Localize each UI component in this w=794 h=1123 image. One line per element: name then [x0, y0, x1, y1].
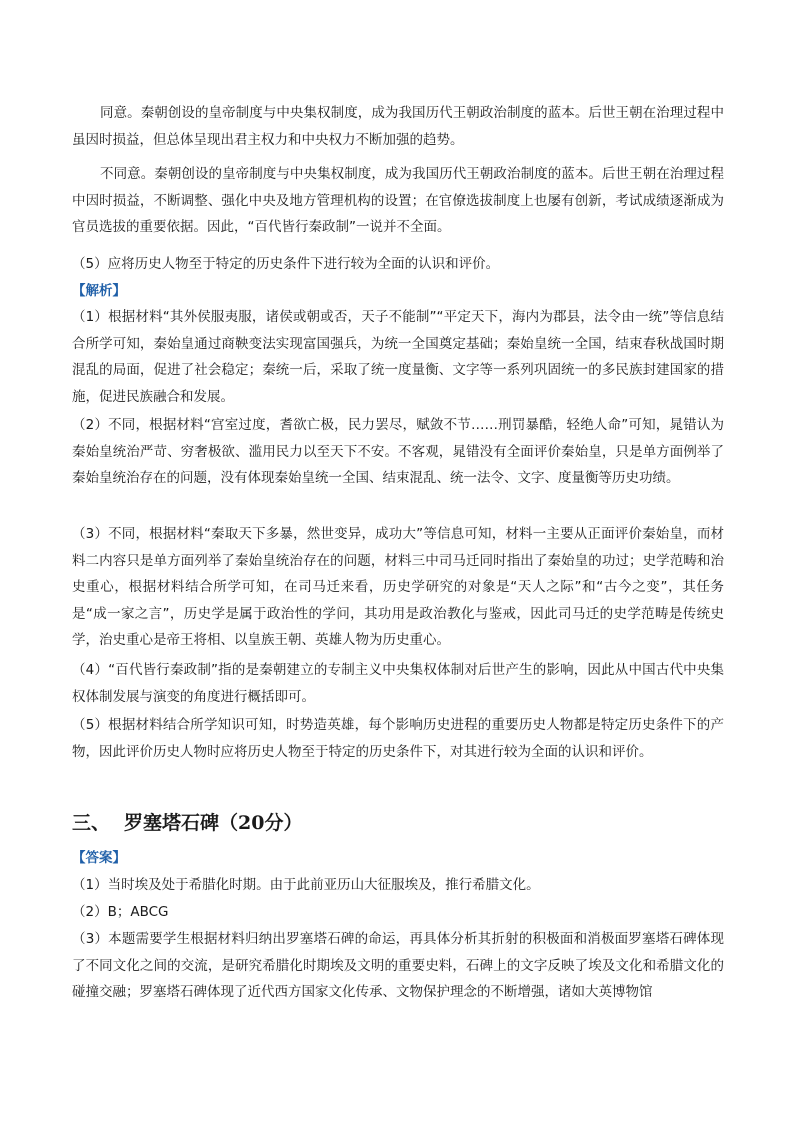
- answer-item-3: （3）本题需要学生根据材料归纳出罗塞塔石碑的命运，再具体分析其折射的积极面和消极面罗塞塔石碑体现了不同文化之间的交流，是研究希腊化时期埃及文明的重要史料，石碑上的文字反映了埃及文化和希腊文化的碰撞交融；罗塞塔石碑体现了近代西方国家文化传承、文物保护理念的不断增强，诸如大英博物馆: [72, 931, 724, 1000]
- section-title: 罗塞塔石碑（20分）: [124, 812, 303, 834]
- answer-item-2: （2）B；ABCG: [72, 904, 169, 920]
- answer-tag: 【答案】: [72, 850, 126, 866]
- disagree-paragraph: 不同意。秦朝创设的皇帝制度与中央集权制度，成为我国历代王朝政治制度的蓝本。后世王朝在治理过程中因时损益，不断调整、强化中央及地方管理机构的设置；在官僚选拔制度上也屡有创新，考试成绩逐渐成为官员选拔的重要依据。因此，“百代皆行秦政制”一说并不全面。: [72, 166, 724, 235]
- analysis-item-3: （3）不同，根据材料“秦取天下多暴，然世变异，成功大”等信息可知，材料一主要从正面评价秦始皇，而材料二内容只是单方面列举了秦始皇统治存在的问题，材料三中司马迁同时指出了秦始皇的功过；史学范畴和治史重心，根据材料结合所学可知，在司马迁来看，历史学研究的对象是“天人之际”和“古今之变”，其任务是“成一家之言”，历史学是属于政治性的学问，其功用是政治教化与鉴戒，因此司马迁的史学范畴是传统史学，治史重心是帝王将相、以皇族王朝、英雄人物为历史重心。: [72, 526, 724, 648]
- analysis-tag: 【解析】: [72, 283, 126, 299]
- answer-item-1: （1）当时埃及处于希腊化时期。由于此前亚历山大征服埃及，推行希腊文化。: [72, 877, 540, 893]
- analysis-item-5: （5）根据材料结合所学知识可知，时势造英雄，每个影响历史进程的重要历史人物都是特定历史条件下的产物，因此评价历史人物时应将历史人物至于特定的历史条件下，对其进行较为全面的认识和评价。: [72, 717, 724, 760]
- section-heading: [72, 808, 302, 838]
- analysis-item-2: （2）不同，根据材料“宫室过度，耆欲亡极，民力罢尽，赋敛不节……刑罚暴酷，轻绝人命”可知，晁错认为秦始皇统治严苛、穷奢极欲、滥用民力以至天下不安。不客观，晁错没有全面评价秦始皇，只是单方面例举了秦始皇统治存在的问题，没有体现秦始皇统一全国、结束混乱、统一法令、文字、度量衡等历史功绩。: [72, 417, 724, 486]
- analysis-item-1: （1）根据材料“其外侯服夷服，诸侯或朝或否，天子不能制”“平定天下，海内为郡县，法令由一统”等信息结合所学可知，秦始皇通过商鞅变法实现富国强兵，为统一全国奠定基础；秦始皇统一全国，结束春秋战国时期混乱的局面，促进了社会稳定；秦统一后，采取了统一度量衡、文字等一系列巩固统一的多民族封建国家的措施，促进民族融合和发展。: [72, 309, 724, 405]
- answer-5-line: （5）应将历史人物至于特定的历史条件下进行较为全面的认识和评价。: [72, 256, 500, 272]
- agree-paragraph: 同意。秦朝创设的皇帝制度与中央集权制度，成为我国历代王朝政治制度的蓝本。后世王朝在治理过程中虽因时损益，但总体呈现出君主权力和中央权力不断加强的趋势。: [72, 105, 724, 148]
- analysis-item-4: （4）“百代皆行秦政制”指的是秦朝建立的专制主义中央集权体制对后世产生的影响，因此从中国古代中央集权体制发展与演变的角度进行概括即可。: [72, 662, 724, 705]
- section-number: 三、: [72, 812, 111, 834]
